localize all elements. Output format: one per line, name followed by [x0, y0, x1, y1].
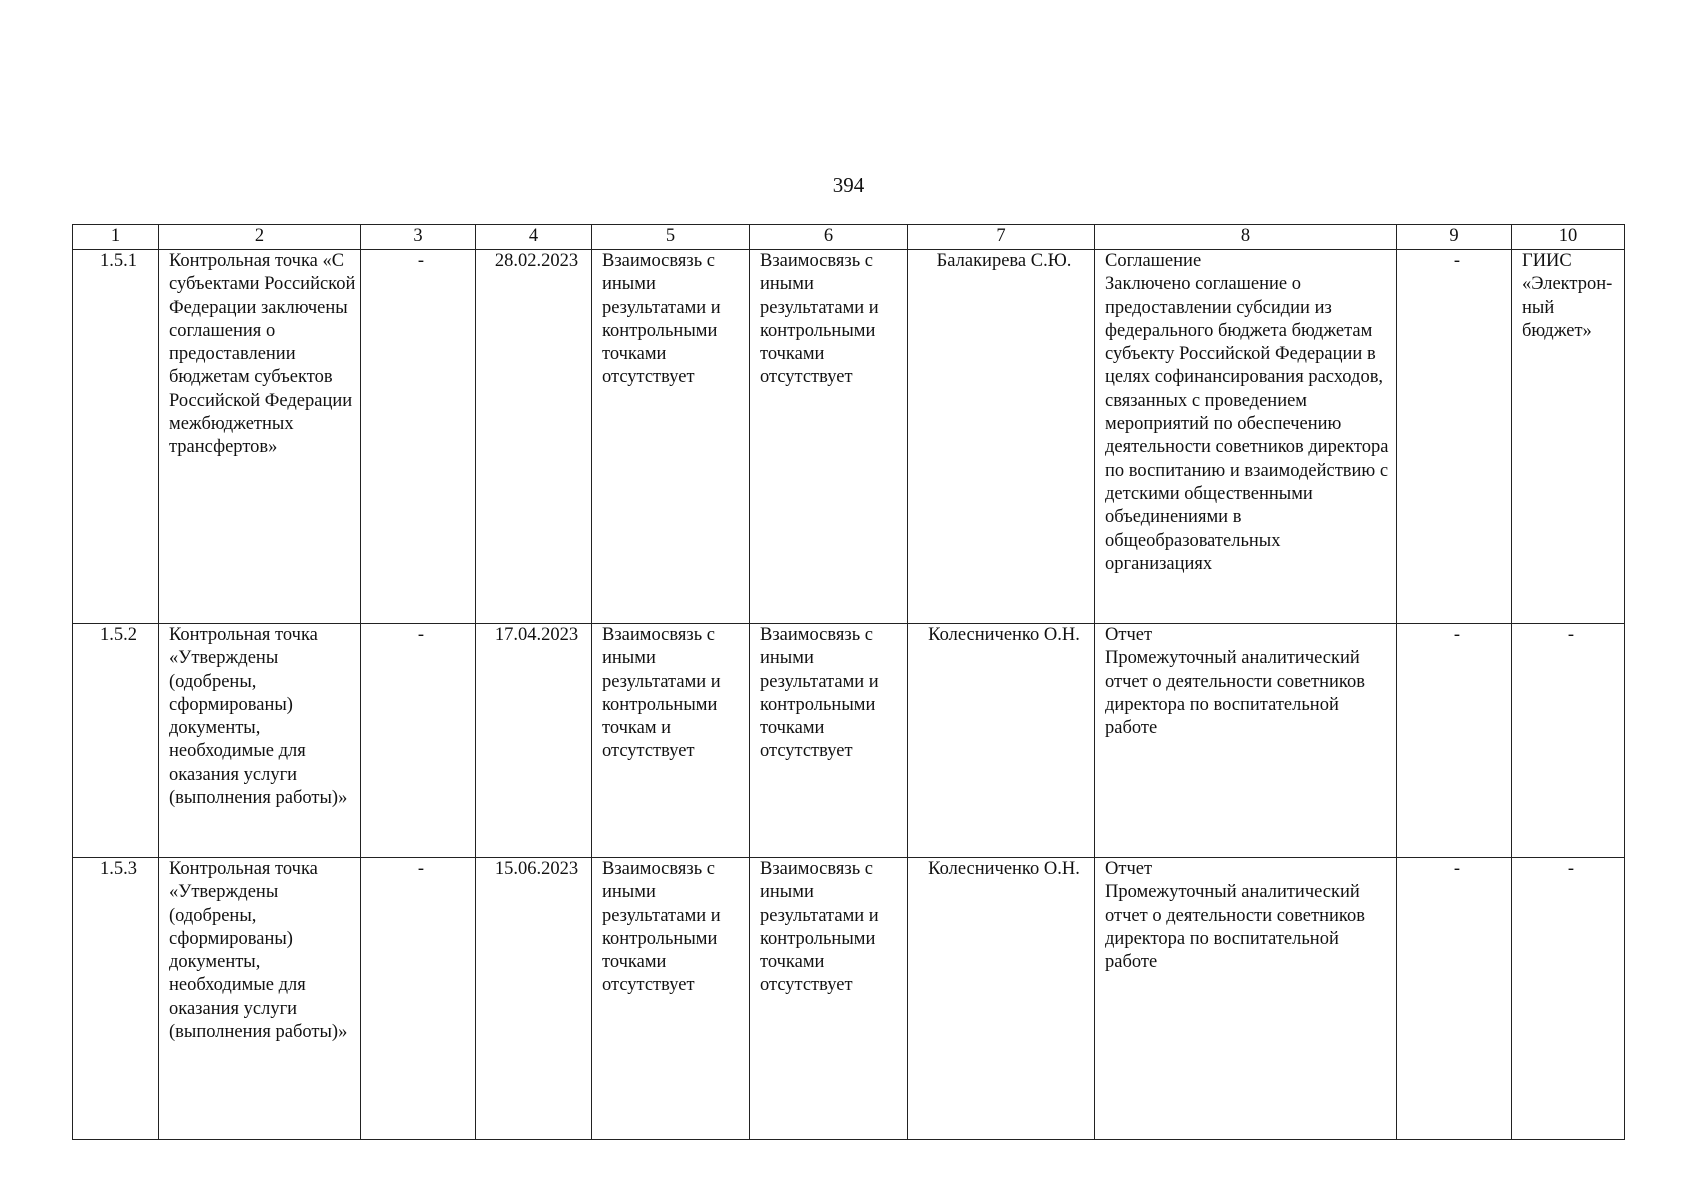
column-header: 8: [1095, 225, 1397, 250]
row-number: 1.5.1: [73, 250, 159, 624]
deadline-date: 15.06.2023: [476, 858, 592, 1140]
next-relation: Взаимосвязь с иными результатами и контрольными точками отсутствует: [750, 624, 908, 858]
table-row: [73, 250, 1625, 624]
column-header: 3: [361, 225, 476, 250]
document-description: Промежуточный аналитический отчет о деятельности советников директора по воспитательной работе: [1105, 648, 1365, 739]
control-points-table: [72, 224, 1625, 1140]
column-header: 6: [750, 225, 908, 250]
column-header: 5: [592, 225, 750, 250]
row-number: 1.5.3: [73, 858, 159, 1140]
table-row: [73, 624, 1625, 858]
column-header: 7: [908, 225, 1095, 250]
control-point-name: Контрольная точка «Утверждены (одобрены, сформированы) документы, необходимые для оказания услуги (выполнения работы)»: [159, 624, 361, 858]
information-system: [1512, 250, 1625, 624]
previous-relation: Взаимосвязь с иными результатами и контрольными точками отсутствует: [592, 250, 750, 624]
responsible-person: Балакирева С.Ю.: [908, 250, 1095, 624]
page-number: 394: [832, 173, 865, 197]
responsible-person: Колесниченко О.Н.: [908, 858, 1095, 1140]
column-header: 2: [159, 225, 361, 250]
information-system: -: [1512, 624, 1625, 858]
next-relation: Взаимосвязь с иными результатами и контрольными точками отсутствует: [750, 858, 908, 1140]
column-3-value: -: [361, 250, 476, 624]
control-point-name: Контрольная точка «Утверждены (одобрены, сформированы) документы, необходимые для оказания услуги (выполнения работы)»: [159, 858, 361, 1140]
column-3-value: -: [361, 624, 476, 858]
column-header: 10: [1512, 225, 1625, 250]
system-line: «Электрон-: [1522, 274, 1613, 295]
table-header-row: [73, 225, 1625, 250]
previous-relation: Взаимосвязь с иными результатами и контрольными точкам и отсутствует: [592, 624, 750, 858]
system-line: ный: [1522, 297, 1555, 318]
document-type: Отчет: [1105, 859, 1153, 879]
column-9-value: -: [1397, 858, 1512, 1140]
row-number: 1.5.2: [73, 624, 159, 858]
column-3-value: -: [361, 858, 476, 1140]
table-row: [73, 858, 1625, 1140]
responsible-person: Колесниченко О.Н.: [908, 624, 1095, 858]
document-cell: [1095, 624, 1397, 858]
column-header: 9: [1397, 225, 1512, 250]
information-system: -: [1512, 858, 1625, 1140]
deadline-date: 28.02.2023: [476, 250, 592, 624]
column-header: 1: [73, 225, 159, 250]
system-line: ГИИС: [1522, 251, 1572, 271]
document-type: Соглашение: [1105, 251, 1202, 271]
system-line: бюджет»: [1522, 320, 1592, 341]
document-cell: [1095, 250, 1397, 624]
document-cell: [1095, 858, 1397, 1140]
next-relation: Взаимосвязь с иными результатами и контрольными точками отсутствует: [750, 250, 908, 624]
previous-relation: Взаимосвязь с иными результатами и контрольными точками отсутствует: [592, 858, 750, 1140]
column-9-value: -: [1397, 250, 1512, 624]
document-description: Промежуточный аналитический отчет о деятельности советников директора по воспитательной работе: [1105, 882, 1365, 973]
control-point-name: Контрольная точка «С субъектами Российской Федерации заключены соглашения о предоставлении бюджетам субъектов Российской Федерации межбюджетных трансфертов»: [159, 250, 361, 624]
column-header: 4: [476, 225, 592, 250]
document-description: Заключено соглашение о предоставлении субсидии из федерального бюджета бюджетам субъекту Российской Федерации в целях софинансирования расходов, связанных с проведением мероприятий по обеспечению деятельности советников директора по воспитанию и взаимодействию с детскими общественными объединениями в общеобразовательных организациях: [1105, 274, 1389, 574]
document-type: Отчет: [1105, 625, 1153, 645]
deadline-date: 17.04.2023: [476, 624, 592, 858]
column-9-value: -: [1397, 624, 1512, 858]
